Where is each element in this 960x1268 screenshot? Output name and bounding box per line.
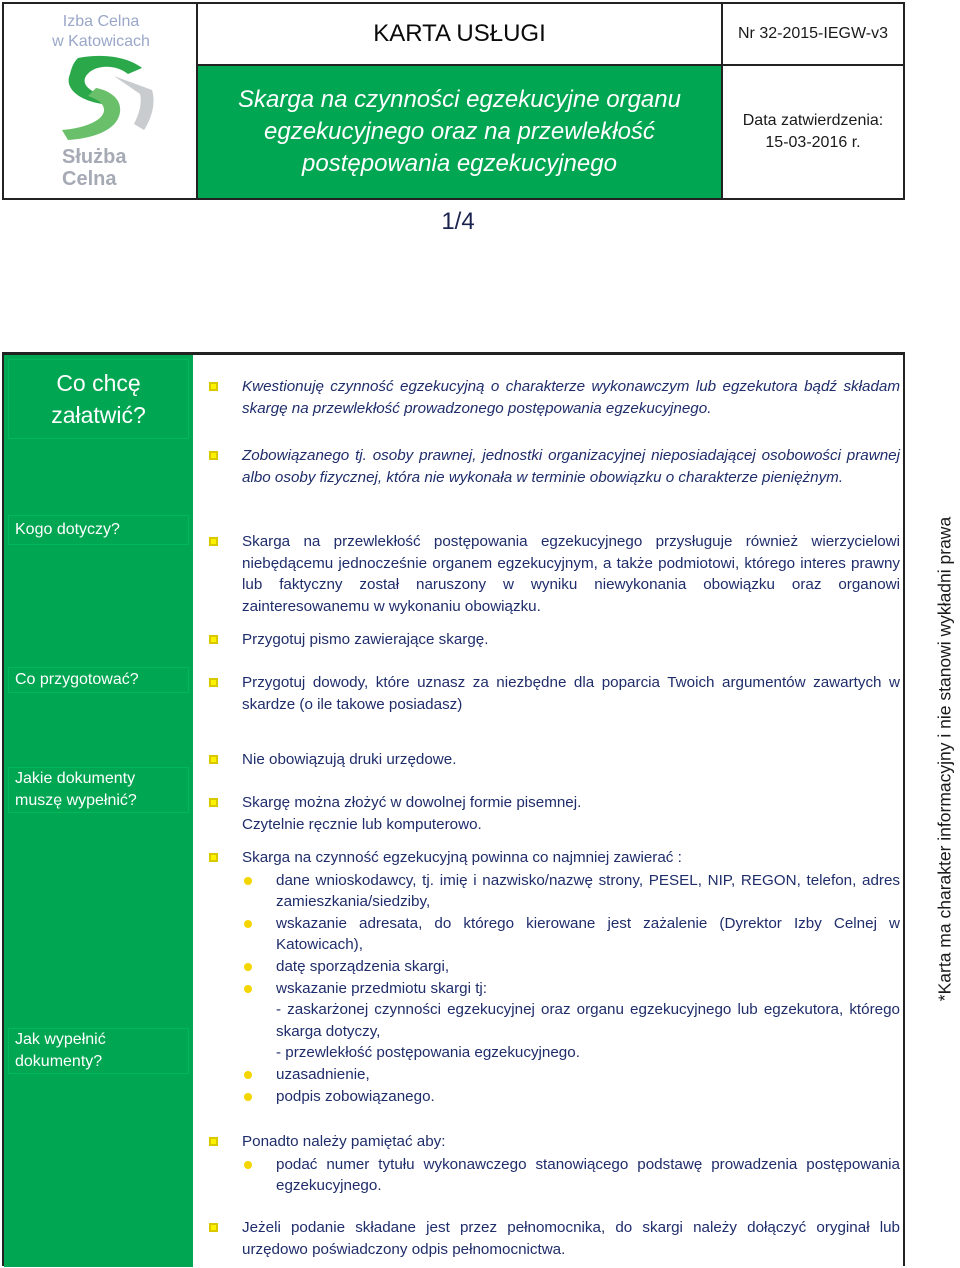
approval-date-label: Data zatwierdzenia: <box>742 112 884 129</box>
document-title: KARTA USŁUGI <box>198 4 723 66</box>
answer-what <box>204 376 900 419</box>
yellow-dot-bullet-icon <box>244 877 252 885</box>
yellow-square-bullet-icon <box>209 382 218 391</box>
disclaimer-text: *Karta ma charakter informacyjny i nie stanowi wykładni prawa <box>934 516 955 1002</box>
answer-what-text: Kwestionuję czynność egzekucyjną o charakterze wykonawczym lub egzekutora bądź składam skargę na przewlekłość prowadzonego postępowania egzekucyjnego. <box>242 378 900 417</box>
yellow-square-bullet-icon <box>209 451 218 460</box>
answer-prepare-letter <box>204 629 900 651</box>
answer-how-form-line1: Skargę można złożyć w dowolnej formie pisemnej. <box>242 794 582 811</box>
logo-wordmark-line2: Celna <box>62 168 117 190</box>
document-header <box>2 2 905 200</box>
disclaimer-side-note <box>934 498 956 1020</box>
organization-name-line2: w Katowicach <box>52 33 150 50</box>
list-item <box>242 978 900 1000</box>
yellow-square-bullet-icon <box>209 678 218 687</box>
logo-wordmark-line1: Służba <box>62 146 127 168</box>
list-item <box>242 913 900 956</box>
yellow-square-bullet-icon <box>209 755 218 764</box>
document-number: Nr 32-2015-IEGW-v3 <box>723 4 903 66</box>
answer-who <box>204 445 900 488</box>
list-subitem-text: - przewlekłość postępowania egzekucyjnego. <box>276 1044 580 1062</box>
answer-prepare-evidence-text: Przygotuj dowody, które uznasz za niezbędne dla poparcia Twoich argumentów zawartych w skardze (o ile takowe posiadasz) <box>242 674 900 713</box>
yellow-dot-bullet-icon <box>244 1093 252 1101</box>
page-number: 1/4 <box>441 208 475 235</box>
yellow-square-bullet-icon <box>209 537 218 546</box>
sluzba-celna-logo <box>48 54 158 194</box>
answer-who-text: Zobowiązanego tj. osoby prawnej, jednostki organizacyjnej nieposiadającej osobowości prawnej albo osoby fizycznej, która nie wykonała w terminie obowiązku o charakterze pieniężnym. <box>242 447 900 486</box>
list-item-text: uzasadnienie, <box>276 1065 370 1083</box>
answer-how-remember <box>204 1131 900 1197</box>
list-item-text: wskazanie przedmiotu skargi tj: <box>276 979 488 997</box>
question-who-block <box>8 515 189 545</box>
remember-list <box>242 1154 900 1197</box>
yellow-dot-bullet-icon <box>244 963 252 971</box>
answer-how-proxy <box>204 1217 900 1260</box>
yellow-dot-bullet-icon <box>244 985 252 993</box>
answer-how-form <box>204 792 900 835</box>
service-title: Skarga na czynności egzekucyjne organu egzekucyjnego oraz na przewlekłość postępowania egzekucyjnego <box>198 66 723 198</box>
list-subitem <box>242 1042 900 1064</box>
answer-how-content <box>204 847 900 1107</box>
list-item-text: podać numer tytułu wykonawczego stanowiącego podstawę prowadzenia postępowania egzekucyjnego. <box>276 1155 900 1195</box>
list-item <box>242 1086 900 1108</box>
answer-how-form-line2: Czytelnie ręcznie lub komputerowo. <box>242 815 482 833</box>
yellow-square-bullet-icon <box>209 635 218 644</box>
list-item <box>242 956 900 978</box>
list-item-text: wskazanie adresata, do którego kierowane jest zażalenie (Dyrektor Izby Celnej w Katowicach), <box>276 914 900 954</box>
answer-how-remember-intro: Ponadto należy pamiętać aby: <box>242 1133 446 1150</box>
question-who: Kogo dotyczy? <box>15 521 120 538</box>
list-item-text: dane wnioskodawcy, tj. imię i nazwisko/nazwę strony, PESEL, NIP, REGON, telefon, adres zamieszkania/siedziby, <box>276 871 900 911</box>
answer-prepare-evidence <box>204 672 900 715</box>
approval-date-value: 15-03-2016 r. <box>765 134 861 151</box>
yellow-square-bullet-icon <box>209 1223 218 1232</box>
required-contents-list <box>242 870 900 1108</box>
question-what: Co chcę załatwić? <box>51 370 146 428</box>
list-item <box>242 1064 900 1086</box>
customs-s-emblem-icon <box>48 54 158 146</box>
list-item-text: datę sporządzenia skargi, <box>276 957 450 975</box>
service-card-panel <box>2 352 905 1266</box>
yellow-square-bullet-icon <box>209 1137 218 1146</box>
list-subitem-text: - zaskarżonej czynności egzekucyjnej oraz organu egzekucyjnego lub egzekutora, którego skarga dotyczy, <box>276 1001 900 1040</box>
answer-who-extra <box>204 531 900 617</box>
answer-forms-text: Nie obowiązują druki urzędowe. <box>242 751 457 768</box>
approval-date-cell <box>723 66 903 198</box>
yellow-square-bullet-icon <box>209 798 218 807</box>
question-prepare: Co przygotować? <box>15 671 139 688</box>
logo-wordmark <box>62 146 126 190</box>
yellow-square-bullet-icon <box>209 853 218 862</box>
answer-forms <box>204 749 900 771</box>
logo-cell <box>4 4 198 198</box>
question-prepare-block <box>8 667 189 693</box>
list-item-text: podpis zobowiązanego. <box>276 1087 435 1105</box>
list-item <box>242 1154 900 1197</box>
answer-prepare-letter-text: Przygotuj pismo zawierające skargę. <box>242 631 489 648</box>
organization-name <box>4 12 198 52</box>
yellow-dot-bullet-icon <box>244 920 252 928</box>
question-how: Jak wypełnić dokumenty? <box>15 1031 106 1070</box>
list-item <box>242 870 900 913</box>
organization-name-line1: Izba Celna <box>62 13 140 30</box>
yellow-dot-bullet-icon <box>244 1071 252 1079</box>
question-forms-block <box>8 767 189 813</box>
question-how-block <box>8 1028 189 1074</box>
list-subitem <box>242 999 900 1042</box>
question-forms: Jakie dokumenty muszę wypełnić? <box>15 770 137 809</box>
answer-how-content-intro: Skarga na czynność egzekucyjną powinna co najmniej zawierać : <box>242 849 682 866</box>
question-what-block <box>8 359 189 439</box>
questions-column <box>4 355 193 1267</box>
yellow-dot-bullet-icon <box>244 1161 252 1169</box>
answer-who-extra-text: Skarga na przewlekłość postępowania egzekucyjnego przysługuje również wierzycielowi niebędącemu jednocześnie organem egzekucyjnym, a także podmiotowi, którego interes prawny lub faktyczny został naruszony w wyniku niewykonania obowiązku oraz organowi zainteresowanemu w wykonaniu obowiązku. <box>242 533 900 615</box>
answer-how-proxy-text: Jeżeli podanie składane jest przez pełnomocnika, do skargi należy dołączyć oryginał lub urzędowo poświadczony odpis pełnomocnictwa. <box>242 1219 900 1258</box>
